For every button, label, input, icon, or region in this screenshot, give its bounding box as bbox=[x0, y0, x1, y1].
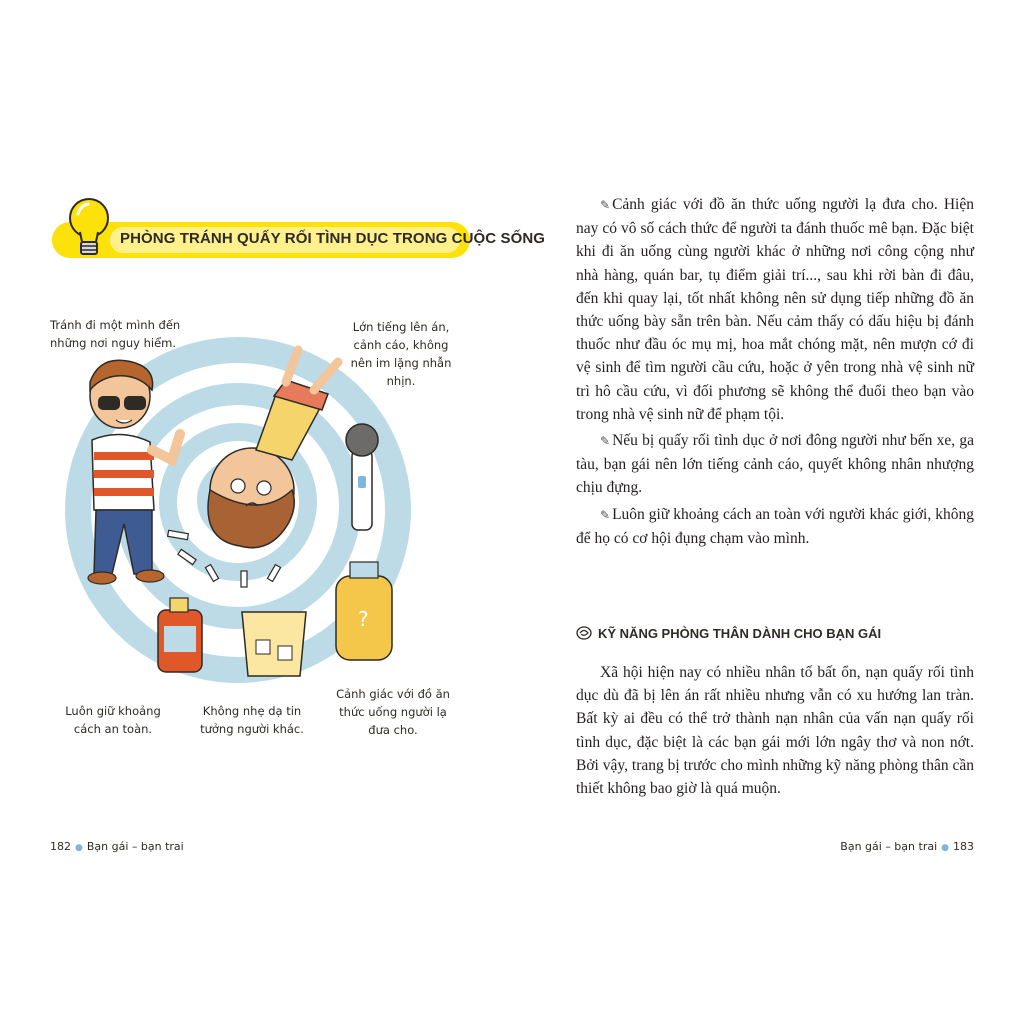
note-no-trust: Không nhẹ dạ tin tưởng người khác. bbox=[200, 704, 304, 736]
tips-text bbox=[576, 193, 974, 553]
note-avoid-alone: Tránh đi một mình đến những nơi nguy hiểm. bbox=[50, 318, 181, 350]
jar-icon bbox=[336, 562, 392, 660]
footer-right bbox=[840, 840, 974, 853]
pen-bullet-icon: ✎ bbox=[600, 507, 611, 522]
note-speak-up: Lớn tiếng lên án, cảnh cáo, không nên im lặng nhẫn nhịn. bbox=[350, 320, 452, 388]
page-number: 183 bbox=[953, 840, 974, 853]
dot-icon: ● bbox=[75, 843, 83, 853]
lightbulb-icon bbox=[64, 196, 114, 258]
paragraph: ✎ Cảnh giác với đồ ăn thức uống người lạ đưa cho. Hiện nay có vô số cách thức để người ta đánh thuốc mê bạn. Đặc biệt khi đi ăn uống cùng người khác ở những nơi công cộng như nhà hàng, quán bar, tụ điểm giải trí..., sau khi rời bàn đi đâu, đến khi quay lại, tốt nhất không nên sử dụng tiếp những đồ ăn thức uống bày sẵn trên bàn. Nếu cảm thấy có dấu hiệu bị đánh thuốc như đầu óc mụ mị, hoa mắt chóng mặt, nên mượn cớ đi vệ sinh để tìm người cầu cứu, hoặc ở yên trong nhà vệ sinh nữ trì hô cầu cứu, vì đối phương sẽ không thể đuổi theo bạn vào trong nhà vệ sinh nữ để phạm tội. bbox=[576, 196, 974, 423]
paragraph: Xã hội hiện nay có nhiều nhân tố bất ổn, nạn quấy rối tình dục dù đã bị lên án rất nhiều nhưng vẫn có xu hướng lan tràn. Bất kỳ ai đều có thể trở thành nạn nhân của vấn nạn quấy rối tình dục, đặc biệt là các bạn gái mới lớn ngây thơ và non nớt. Bởi vậy, trang bị trước cho mình những kỹ năng phòng thân cần thiết không bao giờ là quá muộn. bbox=[576, 664, 974, 798]
girl-figure bbox=[208, 350, 338, 548]
dot-icon: ● bbox=[941, 843, 949, 853]
footer-left bbox=[50, 840, 184, 853]
rose-icon bbox=[576, 626, 592, 640]
note-watch-drinks: Cảnh giác với đồ ăn thức uống người lạ đưa cho. bbox=[336, 687, 450, 737]
book-title: Bạn gái – bạn trai bbox=[86, 840, 184, 853]
note-keep-distance: Luôn giữ khoảng cách an toàn. bbox=[65, 704, 161, 736]
paragraph: ✎ Luôn giữ khoảng cách an toàn với người khác giới, không để họ có cơ hội đụng chạm vào mình. bbox=[576, 505, 974, 547]
section-body bbox=[576, 661, 974, 803]
pen-bullet-icon: ✎ bbox=[600, 198, 611, 212]
glass-icon bbox=[242, 612, 306, 676]
svg-text:?: ? bbox=[358, 607, 369, 631]
page-number: 182 bbox=[50, 840, 71, 853]
section-heading: KỸ NĂNG PHÒNG THÂN DÀNH CHO BẠN GÁI bbox=[576, 626, 881, 641]
paragraph: ✎ Nếu bị quấy rối tình dục ở nơi đông người như bến xe, ga tàu, bạn gái nên lớn tiếng cảnh cáo, quyết không nhân nhượng chịu đựng. bbox=[576, 432, 974, 497]
book-title: Bạn gái – bạn trai bbox=[840, 840, 938, 853]
pen-bullet-icon: ✎ bbox=[600, 434, 611, 449]
page-title: PHÒNG TRÁNH QUẤY RỐI TÌNH DỤC TRONG CUỘC SỐNG bbox=[120, 230, 546, 247]
